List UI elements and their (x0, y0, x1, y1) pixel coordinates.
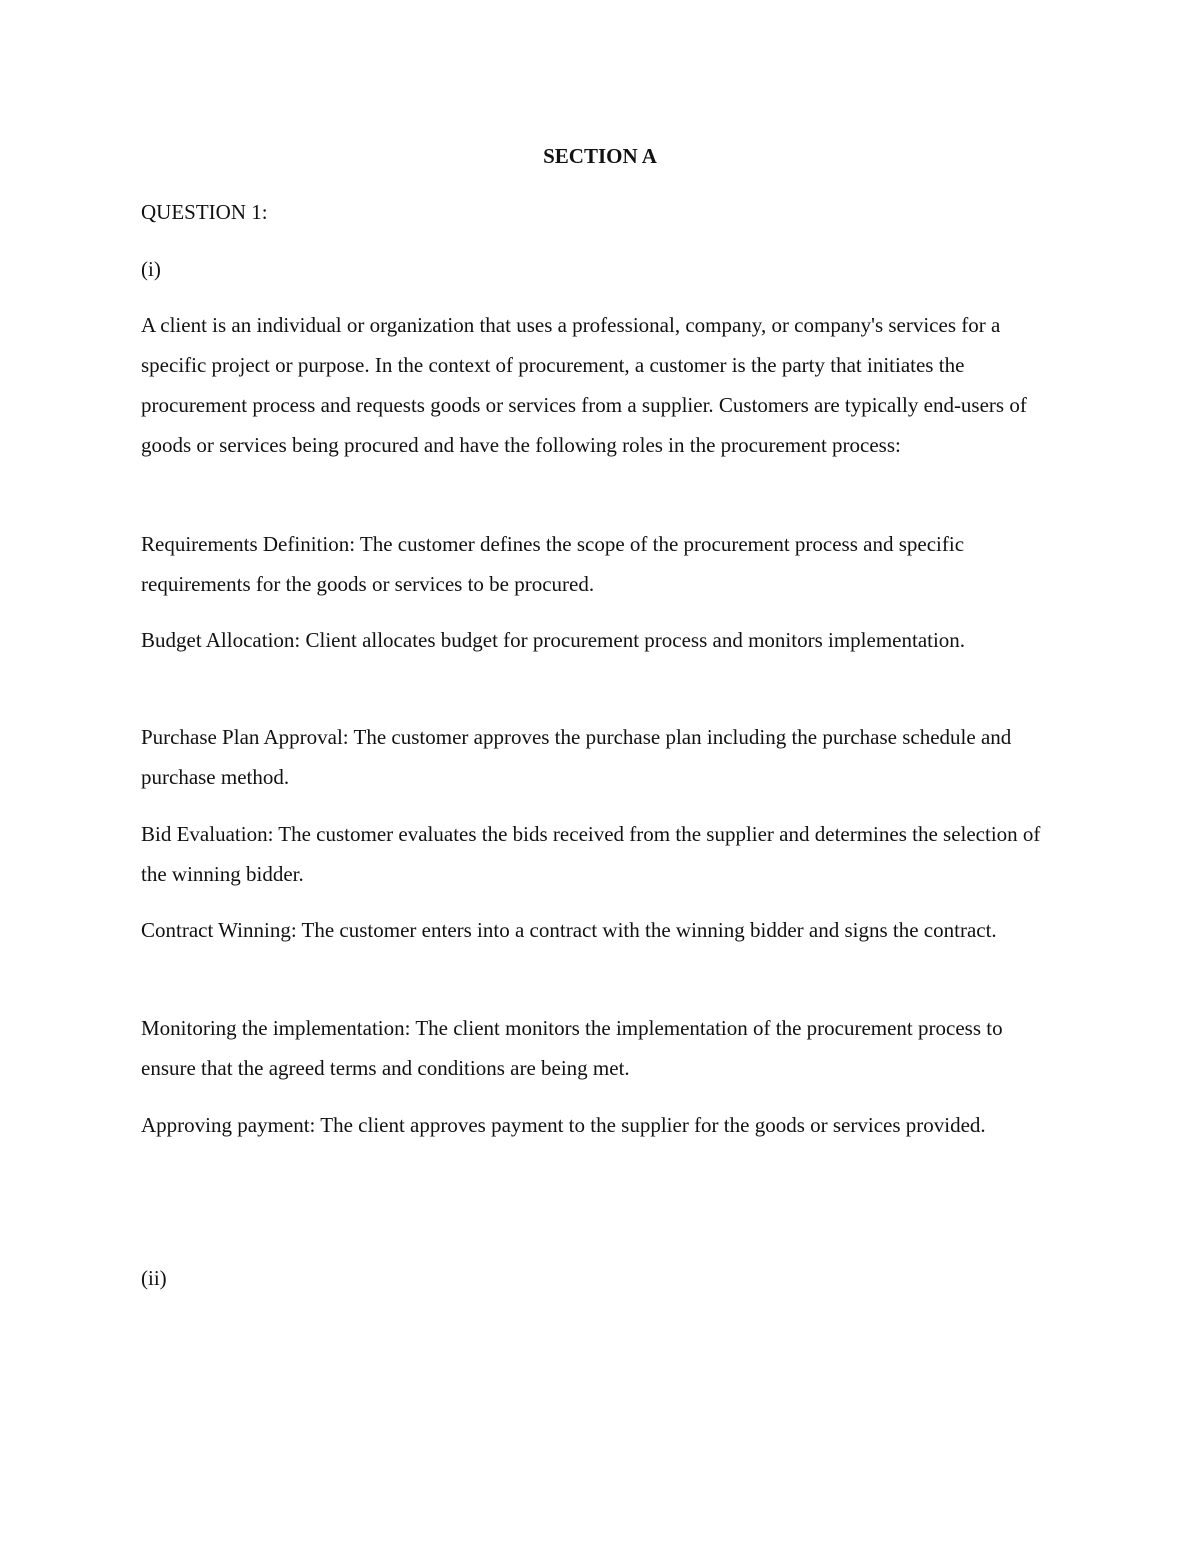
intro-paragraph: A client is an individual or organization that uses a professional, company, or company's services for a specific project or purpose. In the context of procurement, a customer is the party that initiates the procurement process and requests goods or services from a supplier. Customers are typically end-users of goods or services being procured and have the following roles in the procurement process: (141, 313, 1027, 457)
role-monitoring-implementation: Monitoring the implementation: The client monitors the implementation of the procurement process to ensure that the agreed terms and conditions are being met. (141, 1016, 1003, 1080)
role-contract-winning: Contract Winning: The customer enters into a contract with the winning bidder and signs the contract. (141, 918, 997, 942)
role-budget-allocation: Budget Allocation: Client allocates budget for procurement process and monitors implementation. (141, 628, 966, 652)
part-ii-label: (ii) (141, 1266, 167, 1290)
part-i-label: (i) (141, 257, 161, 281)
role-approving-payment: Approving payment: The client approves payment to the supplier for the goods or services provided. (141, 1113, 986, 1137)
role-requirements-definition: Requirements Definition: The customer defines the scope of the procurement process and specific requirements for the goods or services to be procured. (141, 532, 965, 596)
question-label: QUESTION 1: (141, 200, 268, 224)
role-bid-evaluation: Bid Evaluation: The customer evaluates the bids received from the supplier and determines the selection of the winning bidder. (141, 822, 1041, 886)
role-purchase-plan-approval: Purchase Plan Approval: The customer approves the purchase plan including the purchase schedule and purchase method. (141, 725, 1012, 789)
section-title: SECTION A (543, 144, 657, 168)
